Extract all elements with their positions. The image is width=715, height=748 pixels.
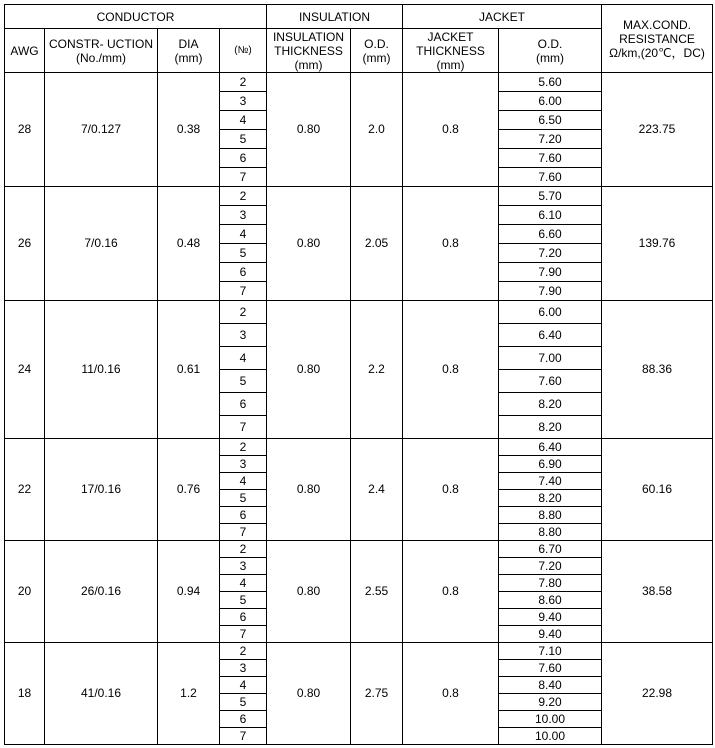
dia-cell: 0.76	[158, 439, 220, 541]
insulation-od-cell: 2.4	[351, 439, 403, 541]
jacket-od-cell: 9.40	[499, 626, 602, 643]
jacket-header: JACKET	[403, 5, 602, 29]
jacket-od-cell: 8.20	[499, 416, 602, 439]
insulation-od-header-line: (mm)	[362, 50, 391, 65]
dia-header-line: (mm)	[174, 50, 203, 65]
insulation-od-header	[351, 29, 403, 73]
insulation-od-cell: 2.0	[351, 73, 403, 187]
table-row	[5, 187, 713, 206]
insulation-thickness-cell: 0.80	[267, 541, 351, 643]
jacket-od-cell: 6.10	[499, 206, 602, 225]
jacket-od-cell: 7.60	[499, 168, 602, 187]
jacket-thickness-header-line: (mm)	[436, 57, 465, 72]
jacket-thickness-cell: 0.8	[403, 643, 499, 745]
awg-header: AWG	[5, 29, 45, 73]
insulation-thickness-header	[267, 29, 351, 73]
construction-cell: 41/0.16	[45, 643, 158, 745]
jacket-od-cell: 5.70	[499, 187, 602, 206]
dia-header-line: DIA	[178, 36, 199, 51]
jacket-od-header	[499, 29, 602, 73]
jacket-od-cell: 9.20	[499, 694, 602, 711]
awg-cell: 28	[5, 73, 45, 187]
jacket-thickness-header	[403, 29, 499, 73]
jacket-od-cell: 8.20	[499, 393, 602, 416]
jacket-od-cell: 6.60	[499, 225, 602, 244]
construction-cell: 26/0.16	[45, 541, 158, 643]
number-cell: 3	[220, 660, 267, 677]
jacket-od-header-line: O.D.	[537, 36, 563, 51]
insulation-thickness-cell: 0.80	[267, 187, 351, 301]
dia-cell: 0.94	[158, 541, 220, 643]
jacket-od-cell: 10.00	[499, 711, 602, 728]
number-cell: 4	[220, 225, 267, 244]
number-cell: 6	[220, 149, 267, 168]
insulation-thickness-cell: 0.80	[267, 301, 351, 439]
number-cell: 3	[220, 92, 267, 111]
jacket-od-cell: 6.70	[499, 541, 602, 558]
resistance-header-line: RESISTANCE	[619, 31, 695, 46]
jacket-od-cell: 8.40	[499, 677, 602, 694]
dia-cell: 0.61	[158, 301, 220, 439]
resistance-header-line: MAX.COND.	[622, 17, 691, 32]
awg-cell: 18	[5, 643, 45, 745]
number-cell: 4	[220, 111, 267, 130]
construction-cell: 11/0.16	[45, 301, 158, 439]
jacket-od-cell: 6.50	[499, 111, 602, 130]
jacket-od-cell: 7.20	[499, 130, 602, 149]
number-cell: 6	[220, 711, 267, 728]
number-cell: 3	[220, 206, 267, 225]
number-cell: 7	[220, 282, 267, 301]
jacket-od-cell: 8.80	[499, 507, 602, 524]
jacket-od-cell: 8.20	[499, 490, 602, 507]
number-cell: 4	[220, 473, 267, 490]
number-cell: 5	[220, 694, 267, 711]
number-cell: 6	[220, 393, 267, 416]
insulation-thickness-cell: 0.80	[267, 439, 351, 541]
jacket-od-cell: 7.40	[499, 473, 602, 490]
resistance-cell: 38.58	[602, 541, 713, 643]
jacket-od-cell: 7.20	[499, 244, 602, 263]
jacket-od-cell: 7.60	[499, 149, 602, 168]
jacket-od-cell: 7.80	[499, 575, 602, 592]
number-cell: 6	[220, 507, 267, 524]
jacket-od-cell: 5.60	[499, 73, 602, 92]
cable-spec-table	[4, 4, 713, 745]
insulation-header: INSULATION	[267, 5, 403, 29]
dia-cell: 1.2	[158, 643, 220, 745]
jacket-thickness-cell: 0.8	[403, 439, 499, 541]
number-cell: 2	[220, 439, 267, 456]
jacket-od-cell: 6.40	[499, 324, 602, 347]
number-cell: 5	[220, 490, 267, 507]
number-cell: 5	[220, 370, 267, 393]
number-cell: 2	[220, 541, 267, 558]
dia-header	[158, 29, 220, 73]
insulation-thickness-cell: 0.80	[267, 73, 351, 187]
number-cell: 6	[220, 609, 267, 626]
insulation-od-cell: 2.2	[351, 301, 403, 439]
number-cell: 7	[220, 524, 267, 541]
dia-cell: 0.48	[158, 187, 220, 301]
jacket-od-cell: 7.90	[499, 263, 602, 282]
awg-cell: 22	[5, 439, 45, 541]
construction-cell: 17/0.16	[45, 439, 158, 541]
jacket-thickness-cell: 0.8	[403, 73, 499, 187]
jacket-od-cell: 8.80	[499, 524, 602, 541]
number-cell: 7	[220, 416, 267, 439]
insulation-od-header-line: O.D.	[364, 36, 389, 51]
jacket-thickness-header-line: THICKNESS	[416, 43, 485, 58]
construction-header-line: (No./mm)	[76, 50, 126, 65]
dia-cell: 0.38	[158, 73, 220, 187]
construction-header-line: CONSTR- UCTION	[49, 36, 153, 51]
jacket-thickness-header-line: JACKET	[427, 29, 474, 44]
jacket-thickness-cell: 0.8	[403, 541, 499, 643]
jacket-od-cell: 6.00	[499, 301, 602, 324]
jacket-od-cell: 9.40	[499, 609, 602, 626]
construction-cell: 7/0.127	[45, 73, 158, 187]
insulation-od-cell: 2.05	[351, 187, 403, 301]
number-cell: 4	[220, 677, 267, 694]
resistance-cell: 139.76	[602, 187, 713, 301]
jacket-od-cell: 6.00	[499, 92, 602, 111]
number-cell: 2	[220, 301, 267, 324]
insulation-thickness-cell: 0.80	[267, 643, 351, 745]
number-cell: 7	[220, 168, 267, 187]
number-cell: 5	[220, 130, 267, 149]
insulation-thickness-header-line: INSULATION	[272, 29, 345, 44]
resistance-header	[602, 5, 713, 73]
insulation-thickness-header-line: THICKNESS	[274, 43, 343, 58]
jacket-thickness-cell: 0.8	[403, 187, 499, 301]
jacket-od-header-line: (mm)	[536, 50, 564, 65]
jacket-od-cell: 6.40	[499, 439, 602, 456]
table-row	[5, 439, 713, 456]
insulation-thickness-header-line: (mm)	[294, 57, 323, 72]
number-cell: 3	[220, 456, 267, 473]
awg-cell: 24	[5, 301, 45, 439]
jacket-od-cell: 7.00	[499, 347, 602, 370]
table-row	[5, 73, 713, 92]
resistance-cell: 88.36	[602, 301, 713, 439]
jacket-od-cell: 10.00	[499, 728, 602, 745]
conductor-header: CONDUCTOR	[5, 5, 267, 29]
resistance-cell: 60.16	[602, 439, 713, 541]
number-cell: 4	[220, 347, 267, 370]
jacket-thickness-cell: 0.8	[403, 301, 499, 439]
number-cell: 3	[220, 558, 267, 575]
number-header: (№)	[220, 29, 267, 73]
table-row	[5, 643, 713, 660]
number-cell: 5	[220, 244, 267, 263]
awg-cell: 26	[5, 187, 45, 301]
insulation-od-cell: 2.75	[351, 643, 403, 745]
resistance-header-line: Ω/km,(20℃，DC)	[609, 45, 705, 60]
number-cell: 4	[220, 575, 267, 592]
resistance-cell: 223.75	[602, 73, 713, 187]
construction-header	[45, 29, 158, 73]
jacket-od-cell: 7.10	[499, 643, 602, 660]
number-cell: 5	[220, 592, 267, 609]
jacket-od-cell: 7.60	[499, 660, 602, 677]
number-cell: 2	[220, 187, 267, 206]
number-cell: 2	[220, 73, 267, 92]
insulation-od-cell: 2.55	[351, 541, 403, 643]
table-row	[5, 541, 713, 558]
table-row	[5, 301, 713, 324]
number-cell: 6	[220, 263, 267, 282]
resistance-cell: 22.98	[602, 643, 713, 745]
number-cell: 7	[220, 728, 267, 745]
jacket-od-cell: 8.60	[499, 592, 602, 609]
jacket-od-cell: 7.90	[499, 282, 602, 301]
number-cell: 2	[220, 643, 267, 660]
number-cell: 7	[220, 626, 267, 643]
jacket-od-cell: 6.90	[499, 456, 602, 473]
construction-cell: 7/0.16	[45, 187, 158, 301]
jacket-od-cell: 7.60	[499, 370, 602, 393]
spec-body	[5, 73, 713, 745]
awg-cell: 20	[5, 541, 45, 643]
number-cell: 3	[220, 324, 267, 347]
jacket-od-cell: 7.20	[499, 558, 602, 575]
